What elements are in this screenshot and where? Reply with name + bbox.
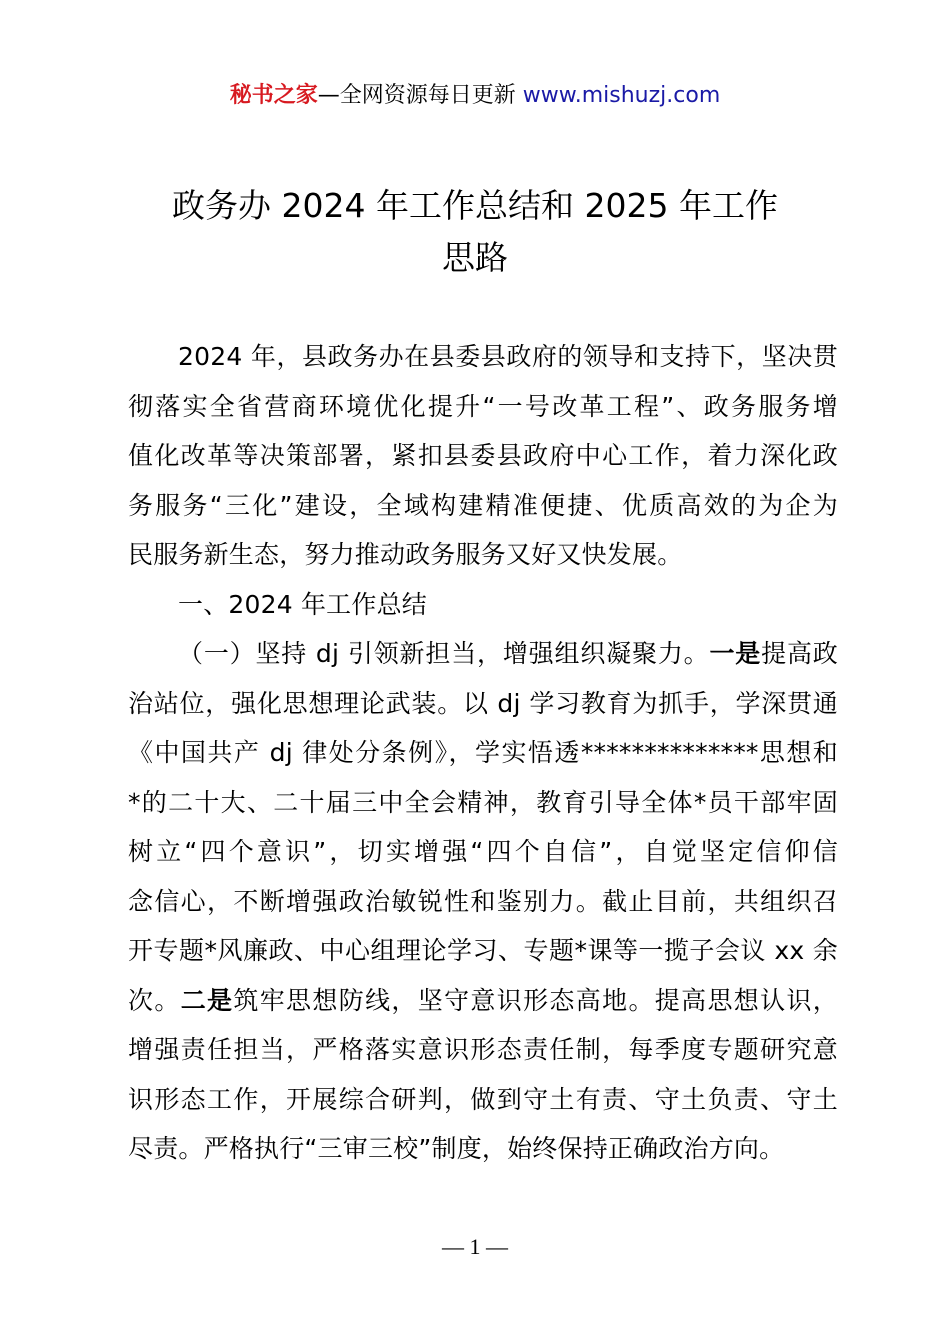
paragraph-3-line-10: 识形态工作，开展综合研判，做到守土有责、守土负责、守土 xyxy=(128,1084,838,1114)
paragraph-3-line-7: 开专题*风廉政、中心组理论学习、专题*课等一揽子会议 xx 余 xyxy=(128,936,838,965)
paragraph-3-line-9: 增强责任担当，严格落实意识形态责任制，每季度专题研究意 xyxy=(128,1035,838,1064)
paragraph-3-line-8 xyxy=(128,976,838,1026)
page-number: — 1 — xyxy=(442,1234,508,1259)
section-heading: 一、2024 年工作总结 xyxy=(178,589,427,619)
paragraph-3-line-3: 《中国共产 dj 律处分条例》，学实悟透**************思想和 xyxy=(128,738,838,767)
point-one-label: 一是 xyxy=(709,639,762,668)
document-body xyxy=(128,332,838,1174)
paragraph-3-line-8-suffix: 筑牢思想防线，坚守意识形态高地。提高思想认识， xyxy=(233,985,839,1015)
paragraph-3-line-8-prefix: 次。 xyxy=(128,985,181,1015)
site-url-link[interactable]: www.mishuzj.com xyxy=(522,83,721,108)
paragraph-3-line-2: 治站位，强化思想理论武装。以 dj 学习教育为抓手，学深贯通 xyxy=(128,688,838,718)
site-brand: 秘书之家 xyxy=(229,83,318,108)
paragraph-1-line-5: 民服务新生态，努力推动政务服务又好又快发展。 xyxy=(128,540,683,569)
paragraph-1-line-3: 值化改革等决策部署，紧扣县委县政府中心工作，着力深化政 xyxy=(128,441,838,470)
paragraph-3-line-4: *的二十大、二十届三中全会精神，教育引导全体*员干部牢固 xyxy=(128,787,838,817)
site-header xyxy=(0,80,950,112)
site-slogan: —全网资源每日更新 xyxy=(317,83,516,108)
paragraph-3-line-5: 树立“四个意识”，切实增强“四个自信”，自觉坚定信仰信 xyxy=(128,837,838,866)
document-title xyxy=(0,180,950,284)
paragraph-3-line-1 xyxy=(128,629,838,679)
title-line-2: 思路 xyxy=(442,238,508,277)
paragraph-3-line-1-prefix: （一）坚持 dj 引领新担当，增强组织凝聚力。 xyxy=(178,639,710,668)
title-line-1: 政务办 2024 年工作总结和 2025 年工作 xyxy=(172,186,778,225)
paragraph-3-line-11: 尽责。严格执行“三审三校”制度，始终保持正确政治方向。 xyxy=(128,1134,785,1163)
paragraph-1-line-4: 务服务“三化”建设，全域构建精准便捷、优质高效的为企为 xyxy=(128,490,838,520)
paragraph-1-line-1: 2024 年，县政务办在县委县政府的领导和支持下，坚决贯 xyxy=(178,342,838,371)
point-two-label: 二是 xyxy=(180,985,234,1015)
paragraph-3-line-6: 念信心，不断增强政治敏锐性和鉴别力。截止目前，共组织召 xyxy=(128,886,838,916)
paragraph-1-line-2: 彻落实全省营商环境优化提升“一号改革工程”、政务服务增 xyxy=(128,391,838,421)
paragraph-3-line-1-suffix: 提高政 xyxy=(761,639,838,668)
